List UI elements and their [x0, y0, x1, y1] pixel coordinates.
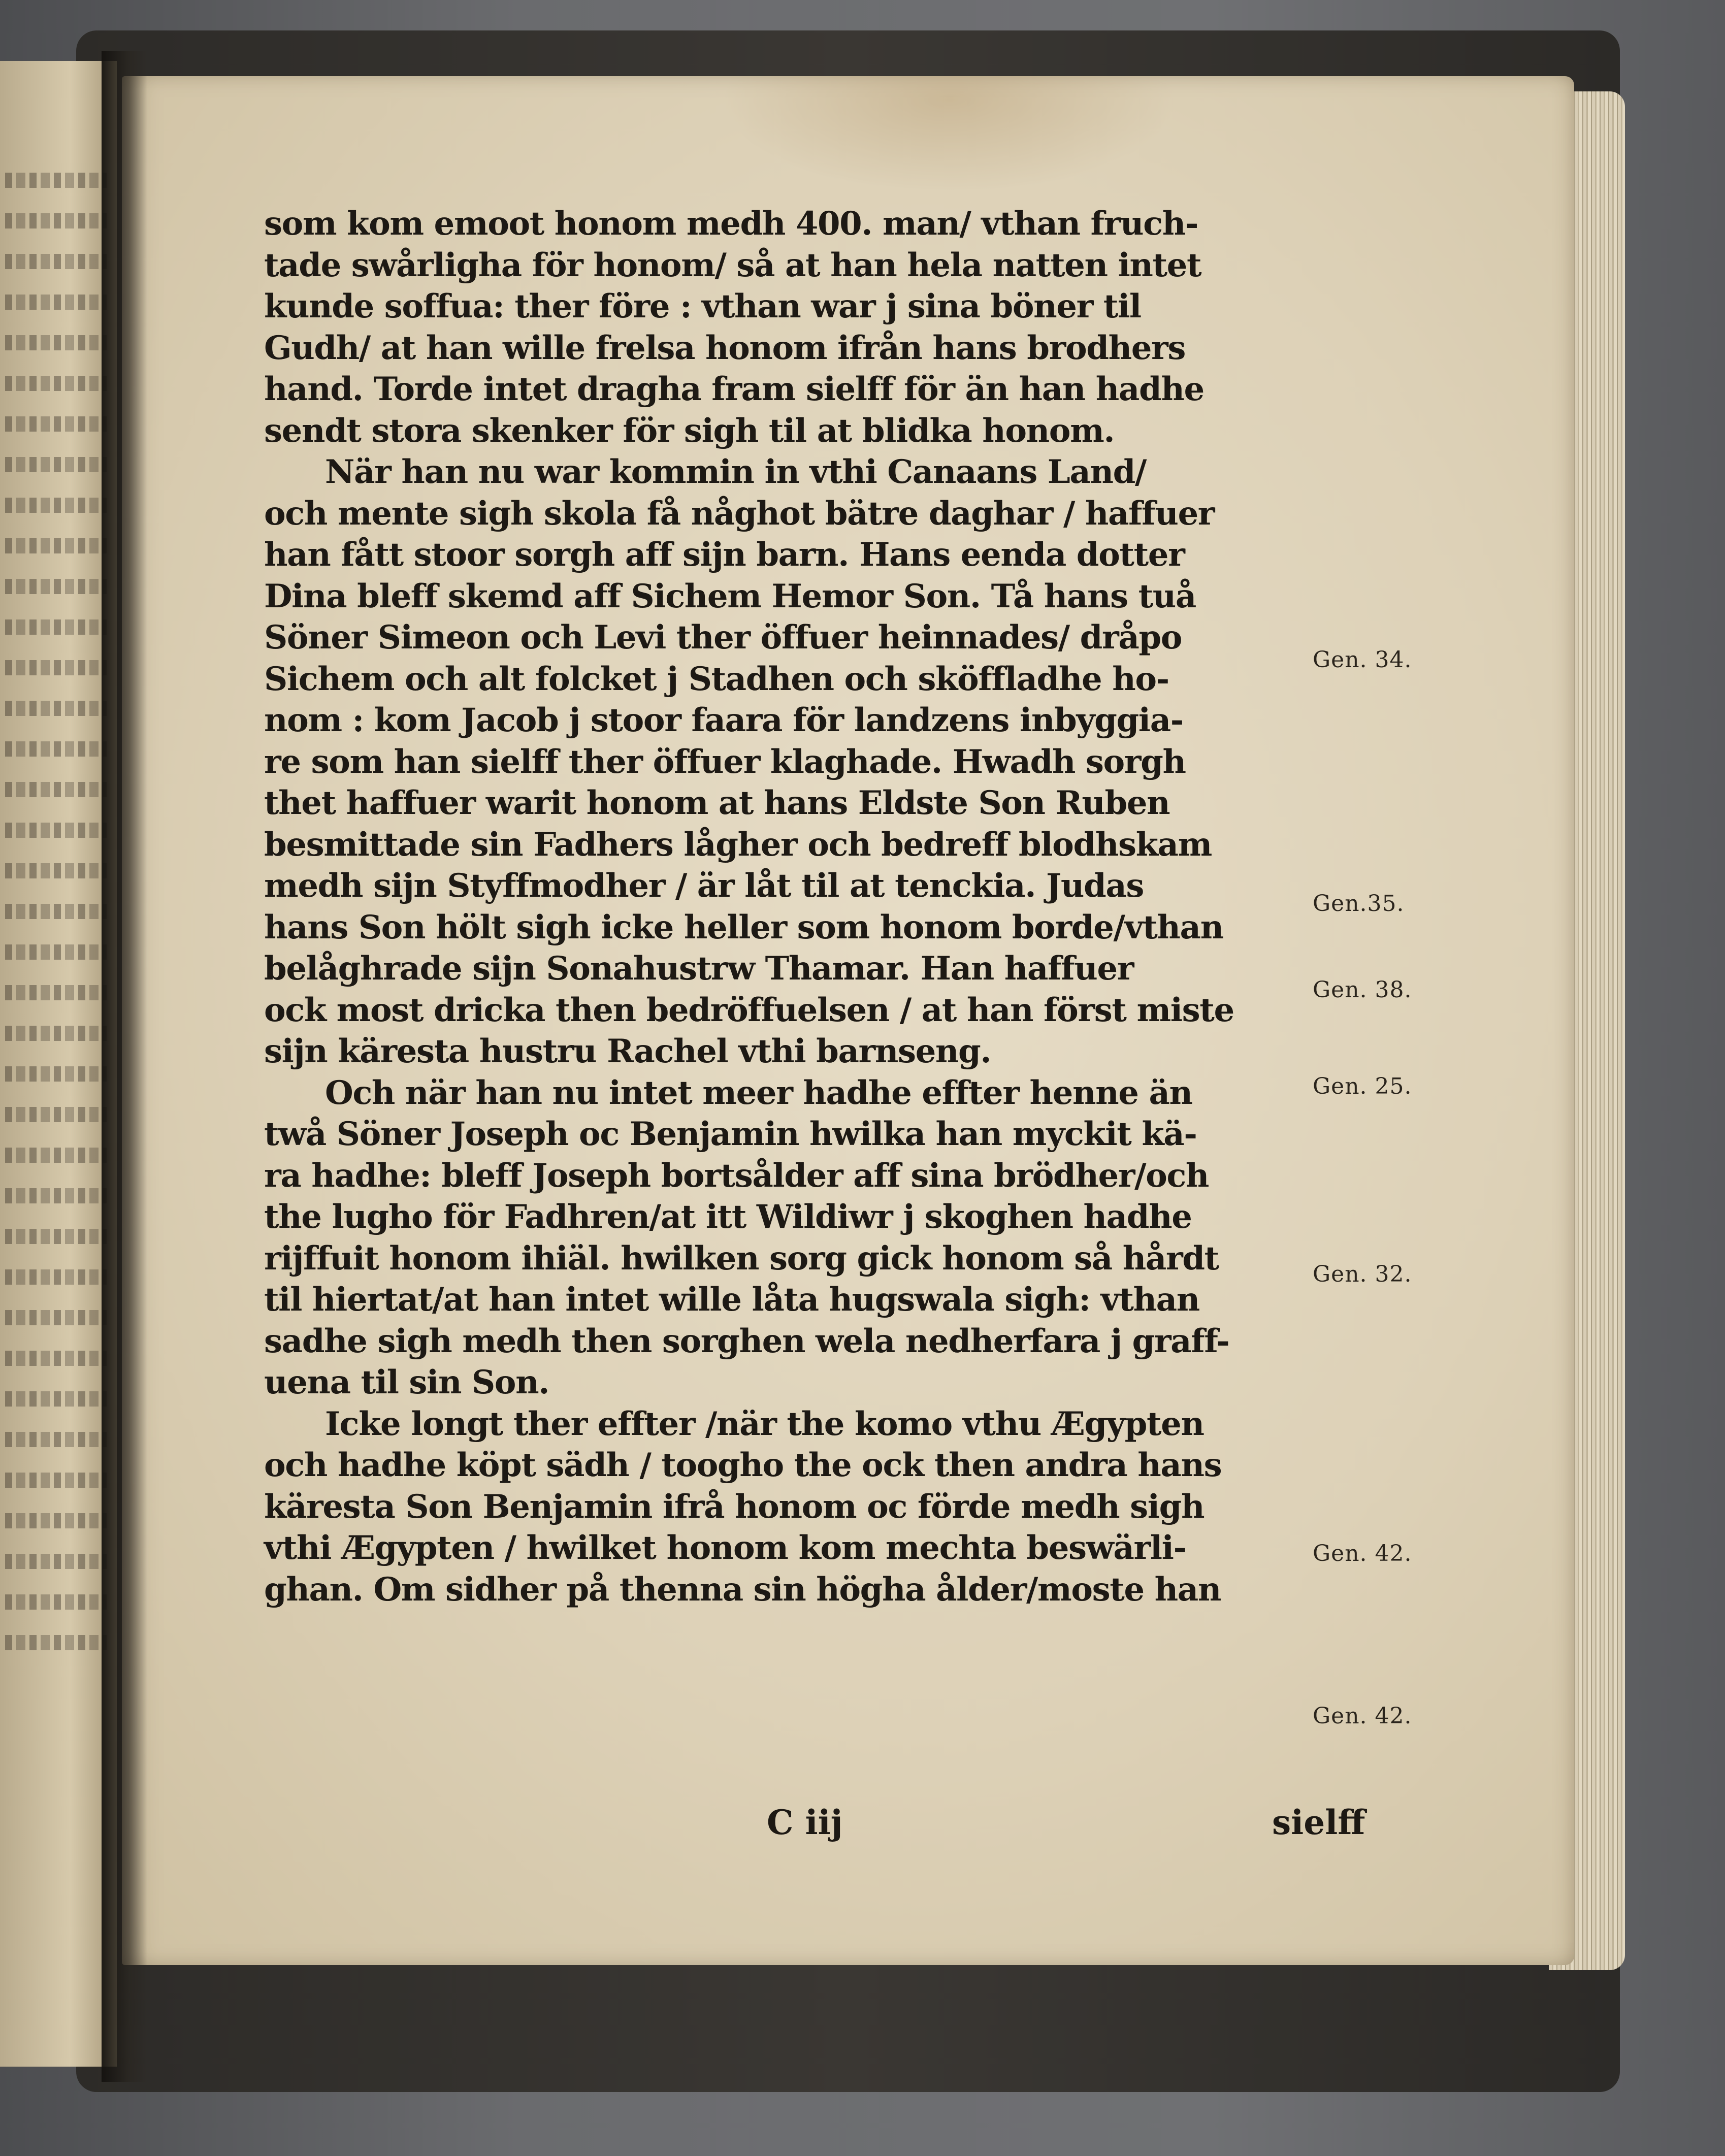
- text-line: och hadhe köpt sädh / toogho the ock then andra hans: [264, 1446, 1222, 1484]
- facing-page-line: [5, 213, 107, 228]
- text-line: hand. Torde intet dragha fram sielff för än han hadhe: [264, 370, 1204, 408]
- facing-page-line: [5, 660, 107, 675]
- text-line: och mente sigh skola få någhot bätre daghar / haffuer: [264, 494, 1215, 533]
- text-line: Gudh/ at han wille frelsa honom ifrån hans brodhers: [264, 329, 1185, 367]
- text-line: Sichem och alt folcket j Stadhen och sköffladhe ho-: [264, 660, 1169, 698]
- facing-page-line: [5, 823, 107, 838]
- text-line: hans Son hölt sigh icke heller som honom borde/vthan: [264, 908, 1223, 946]
- facing-page-line: [5, 741, 107, 757]
- facing-page-line: [5, 1026, 107, 1041]
- text-line: uena til sin Son.: [264, 1363, 549, 1401]
- facing-page-line: [5, 1513, 107, 1528]
- facing-page-line: [5, 254, 107, 269]
- text-line: ra hadhe: bleff Joseph bortsålder aff sina brödher/och: [264, 1156, 1209, 1195]
- facing-page-line: [5, 1148, 107, 1163]
- text-line: sendt stora skenker för sigh til at blidka honom.: [264, 411, 1115, 450]
- facing-page-line: [5, 985, 107, 1000]
- margin-reference: Gen.35.: [1313, 891, 1405, 917]
- text-line: ghan. Om sidher på thenna sin högha ålder/moste han: [264, 1570, 1221, 1609]
- facing-page-line: [5, 457, 107, 472]
- facing-page-line: [5, 904, 107, 919]
- book-page: [122, 76, 1574, 1965]
- text-line: kunde soffua: ther före : vthan war j sina böner til: [264, 287, 1141, 325]
- facing-page-line: [5, 1229, 107, 1244]
- facing-page-line: [5, 295, 107, 310]
- facing-page-line: [5, 1107, 107, 1122]
- margin-reference: Gen. 34.: [1313, 647, 1412, 673]
- text-line: sijn käresta hustru Rachel vthi barnseng.: [264, 1032, 991, 1070]
- text-line: vthi Ægypten / hwilket honom kom mechta beswärli-: [264, 1529, 1186, 1567]
- text-line: nom : kom Jacob j stoor faara för landzens inbyggia-: [264, 701, 1183, 739]
- text-line: han fått stoor sorgh aff sijn barn. Hans eenda dotter: [264, 536, 1185, 574]
- text-line: belåghrade sijn Sonahustrw Thamar. Han haffuer: [264, 950, 1134, 988]
- facing-page-line: [5, 1188, 107, 1203]
- facing-page-line: [5, 1432, 107, 1447]
- margin-reference: Gen. 25.: [1313, 1073, 1412, 1099]
- text-line: Och när han nu intet meer hadhe effter henne än: [325, 1073, 1192, 1112]
- text-line: medh sijn Styffmodher / är låt til at tenckia. Judas: [264, 867, 1144, 905]
- text-line: som kom emoot honom medh 400. man/ vthan fruch-: [264, 205, 1198, 243]
- facing-page-line: [5, 416, 107, 432]
- facing-page-line: [5, 1473, 107, 1488]
- signature-mark: C iij: [767, 1803, 843, 1842]
- margin-reference: Gen. 32.: [1313, 1261, 1412, 1287]
- facing-page-line: [5, 1391, 107, 1407]
- facing-page-line: [5, 944, 107, 960]
- facing-page-line: [5, 1635, 107, 1650]
- text-line: ock most dricka then bedröffuelsen / at han först miste: [264, 991, 1234, 1029]
- text-line: När han nu war kommin in vthi Canaans Land/: [325, 453, 1146, 491]
- facing-page-line: [5, 376, 107, 391]
- text-line: re som han sielff ther öffuer klaghade. Hwadh sorgh: [264, 742, 1186, 781]
- text-line: twå Söner Joseph oc Benjamin hwilka han myckit kä-: [264, 1115, 1197, 1153]
- facing-page-fragment: [0, 61, 117, 2067]
- facing-page-line: [5, 1554, 107, 1569]
- facing-page-line: [5, 579, 107, 594]
- facing-page-line: [5, 619, 107, 635]
- facing-page-line: [5, 1066, 107, 1082]
- facing-page-line: [5, 538, 107, 553]
- body-text: [264, 203, 1432, 1610]
- text-line: käresta Son Benjamin ifrå honom oc förde medh sigh: [264, 1487, 1205, 1526]
- text-line: til hiertat/at han intet wille låta hugswala sigh: vthan: [264, 1281, 1199, 1319]
- facing-page-line: [5, 863, 107, 878]
- text-line: sadhe sigh medh then sorghen wela nedherfara j graff-: [264, 1322, 1229, 1360]
- text-line: Dina bleff skemd aff Sichem Hemor Son. Tå hans tuå: [264, 577, 1196, 615]
- facing-page-line: [5, 782, 107, 797]
- margin-reference: Gen. 42.: [1313, 1703, 1412, 1729]
- facing-page-line: [5, 173, 107, 188]
- facing-page-line: [5, 1351, 107, 1366]
- text-line: Söner Simeon och Levi ther öffuer heinnades/ dråpo: [264, 618, 1182, 657]
- water-stain: [721, 76, 1178, 193]
- facing-page-line: [5, 1269, 107, 1285]
- gutter-shadow: [102, 51, 147, 2082]
- facing-page-line: [5, 335, 107, 350]
- text-line: rijffuit honom ihiäl. hwilken sorg gick honom så hårdt: [264, 1239, 1219, 1278]
- text-line: the lugho för Fadhren/at itt Wildiwr j skoghen hadhe: [264, 1198, 1192, 1236]
- text-line: besmittade sin Fadhers lågher och bedreff blodhskam: [264, 825, 1212, 864]
- margin-reference: Gen. 38.: [1313, 977, 1412, 1003]
- facing-page-line: [5, 1594, 107, 1610]
- facing-page-line: [5, 701, 107, 716]
- margin-reference: Gen. 42.: [1313, 1541, 1412, 1566]
- facing-page-line: [5, 1310, 107, 1325]
- catchword: sielff: [1272, 1803, 1365, 1842]
- text-line: thet haffuer warit honom at hans Eldste Son Ruben: [264, 784, 1170, 822]
- text-line: tade swårligha för honom/ så at han hela natten intet: [264, 246, 1201, 284]
- facing-page-line: [5, 498, 107, 513]
- text-line: Icke longt ther effter /när the komo vthu Ægypten: [325, 1404, 1204, 1443]
